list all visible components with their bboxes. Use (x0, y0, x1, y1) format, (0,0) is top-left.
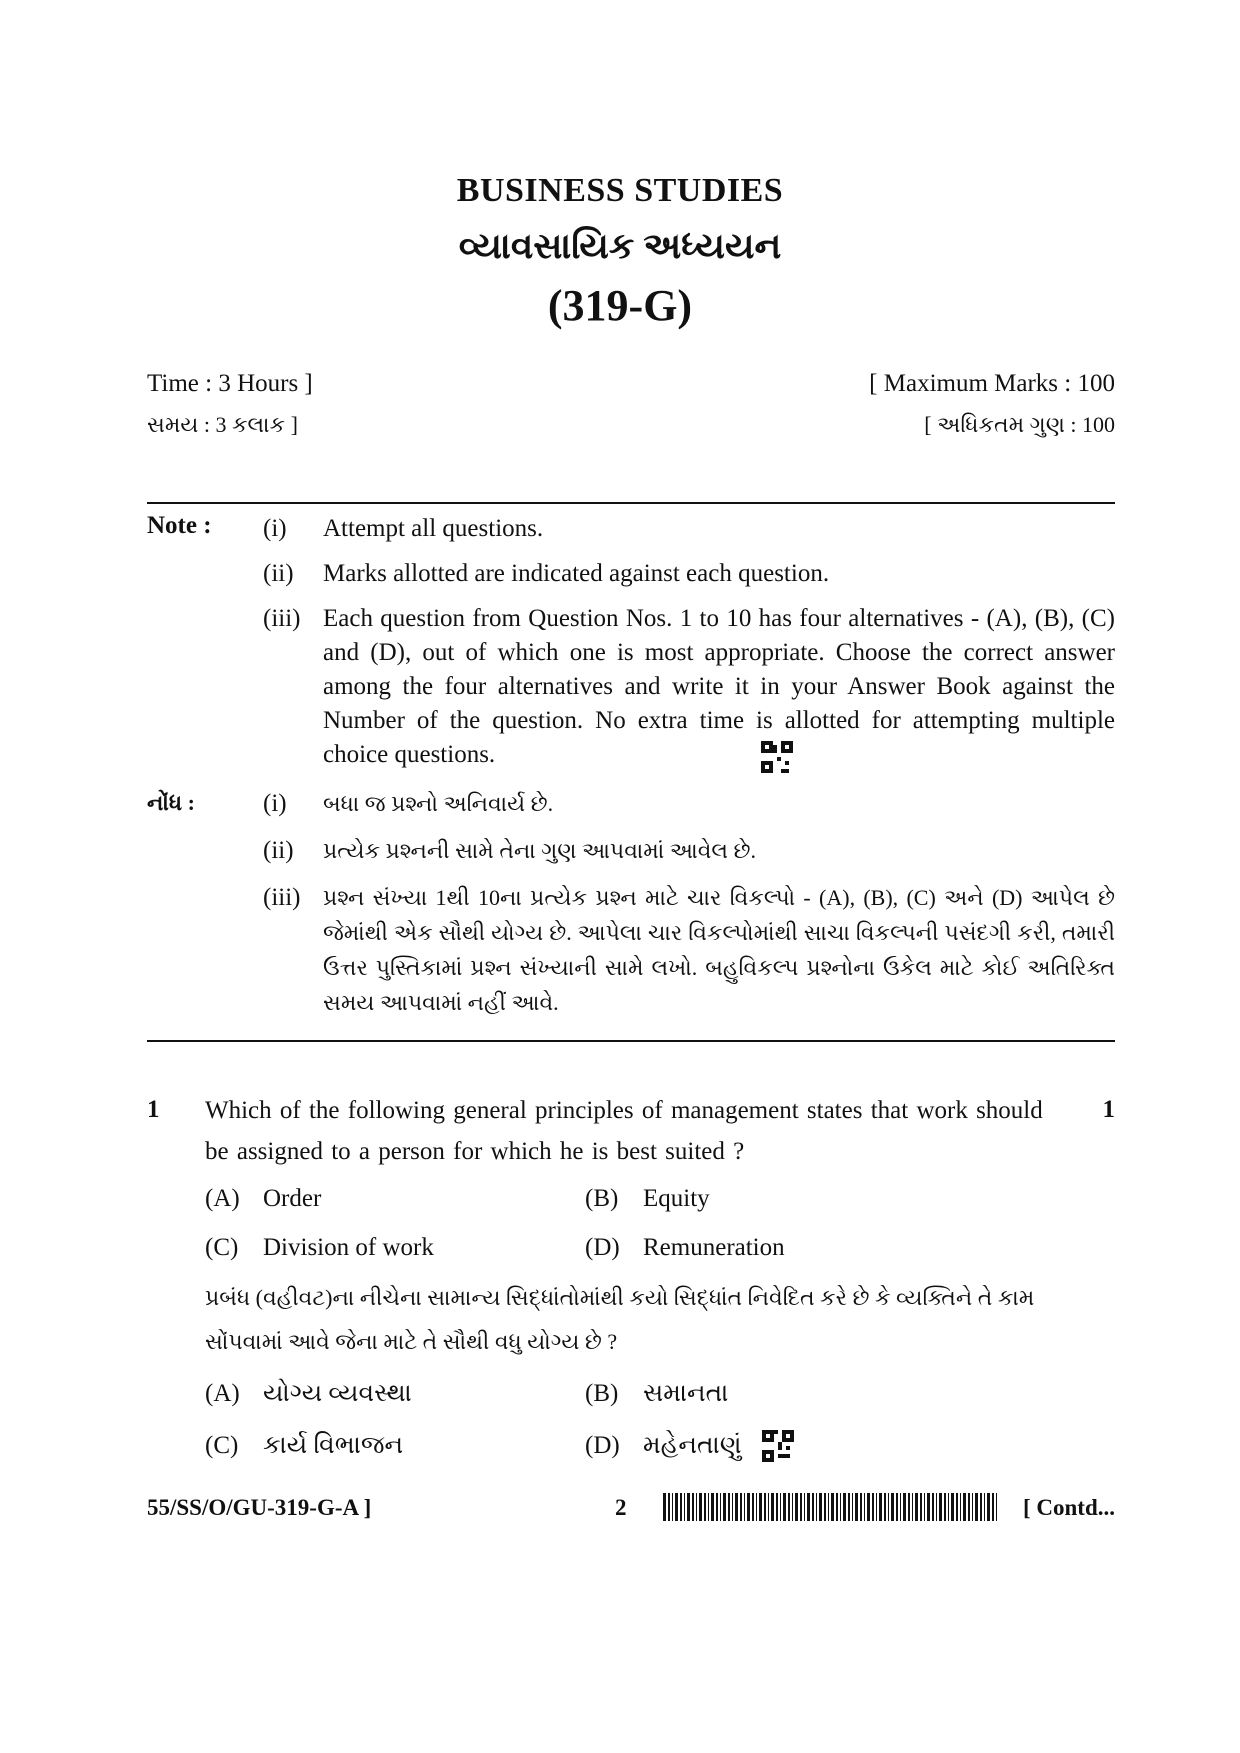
note-number: (ii) (263, 837, 294, 864)
option-text: Equity (643, 1185, 710, 1212)
time-allowed-gujarati: સમય : 3 કલાક ] (147, 412, 298, 437)
max-marks-english: [ Maximum Marks : 100 (869, 370, 1115, 397)
continued-marker: [ Contd... (1022, 1495, 1115, 1520)
note-text: બધા જ પ્રશ્નો અનિવાર્ય છે. (323, 791, 554, 816)
option-label: (D) (585, 1234, 620, 1261)
note-text: Attempt all questions. (323, 515, 544, 542)
note-number: (i) (263, 790, 287, 817)
note-item-en-1 (263, 512, 1115, 546)
note-number: (iii) (263, 884, 301, 911)
option-label: (B) (585, 1380, 619, 1407)
qr-code-icon (761, 741, 793, 773)
note-label-gujarati: નોંધ : (147, 790, 195, 815)
option-text: Remuneration (643, 1234, 785, 1261)
divider-bottom (147, 1040, 1115, 1042)
option-c-english (205, 1234, 434, 1262)
note-item-en-2 (263, 557, 1115, 591)
question-text-gujarati: પ્રબંધ (વહીવટ)ના નીચેના સામાન્ય સિદ્ધાંતોમાંથી કયો સિદ્ધાંત નિવેદિત કરે છે કે વ્યક્તિને તે કામ સોંપવામાં આવે જેના માટે તે સૌથી વધુ યોગ્ય છે ? (205, 1285, 1035, 1354)
option-text: યોગ્ય વ્યવસ્થા (263, 1380, 412, 1407)
note-item-gu-2 (263, 834, 1115, 868)
option-a-gujarati (205, 1380, 412, 1408)
option-label: (C) (205, 1432, 239, 1459)
option-d-gujarati (585, 1432, 742, 1460)
note-text: Marks allotted are indicated against each question. (323, 560, 830, 587)
question-marks: 1 (1102, 1096, 1115, 1123)
qr-code-icon (762, 1430, 794, 1462)
note-item-en-3 (263, 602, 1115, 772)
option-c-gujarati (205, 1432, 403, 1460)
option-a-english (205, 1185, 321, 1213)
note-item-gu-3 (263, 880, 1115, 1020)
option-label: (A) (205, 1380, 240, 1407)
option-label: (D) (585, 1432, 620, 1459)
note-number: (i) (263, 515, 287, 542)
question-number: 1 (147, 1096, 160, 1123)
note-number: (ii) (263, 560, 294, 587)
option-label: (B) (585, 1185, 619, 1212)
option-text: મહેનતાણું (643, 1432, 742, 1459)
note-text: Each question from Question Nos. 1 to 10 has four alternatives - (A), (B), (C) and (D), out of which one is most appropriate. Choose the correct answer among the four alternatives and write it in your Answer Book against the Number of the question. No extra time is allotted for attempting multiple choice questions. (323, 605, 1115, 768)
option-b-gujarati (585, 1380, 728, 1408)
option-text: Division of work (263, 1234, 434, 1261)
option-d-english (585, 1234, 785, 1262)
question-text-english: Which of the following general principles of management states that work should be assigned to a person for which he is best suited ? (205, 1097, 1043, 1165)
subject-code: (319-G) (547, 281, 693, 330)
subject-title-english: BUSINESS STUDIES (456, 172, 784, 209)
option-label: (C) (205, 1234, 239, 1261)
option-label: (A) (205, 1185, 240, 1212)
note-item-gu-1 (263, 787, 1115, 821)
option-text: સમાનતા (643, 1380, 729, 1407)
paper-code: 55/SS/O/GU-319-G-A ] (147, 1495, 372, 1520)
option-text: કાર્ય વિભાજન (263, 1432, 404, 1459)
page-number: 2 (615, 1495, 627, 1520)
subject-title-gujarati: વ્યાવસાયિક અધ્યયન (458, 226, 782, 266)
divider-top (147, 502, 1115, 504)
note-label-english: Note : (147, 512, 212, 539)
option-text: Order (263, 1185, 322, 1212)
note-text: પ્રત્યેક પ્રશ્નની સામે તેના ગુણ આપવામાં આવેલ છે. (323, 838, 757, 863)
max-marks-gujarati: [ અધિકતમ ગુણ : 100 (924, 412, 1115, 437)
option-b-english (585, 1185, 710, 1213)
note-text: પ્રશ્ન સંખ્યા 1થી 10ના પ્રત્યેક પ્રશ્ન માટે ચાર વિકલ્પો - (A), (B), (C) અને (D) આપેલ છે જેમાંથી એક સૌથી યોગ્ય છે. આપેલા ચાર વિકલ્પોમાંથી સાચા વિકલ્પની પસંદગી કરી, તમારી ઉત્તર પુસ્તિકામાં પ્રશ્ન સંખ્યાની સામે લખો. બહુવિકલ્પ પ્રશ્નોના ઉકેલ માટે કોઈ અતિરિક્ત સમય આપવામાં નહીં આવે. (323, 885, 1115, 1015)
note-number: (iii) (263, 605, 301, 632)
time-allowed-english: Time : 3 Hours ] (147, 370, 313, 397)
barcode-icon (663, 1493, 1001, 1521)
